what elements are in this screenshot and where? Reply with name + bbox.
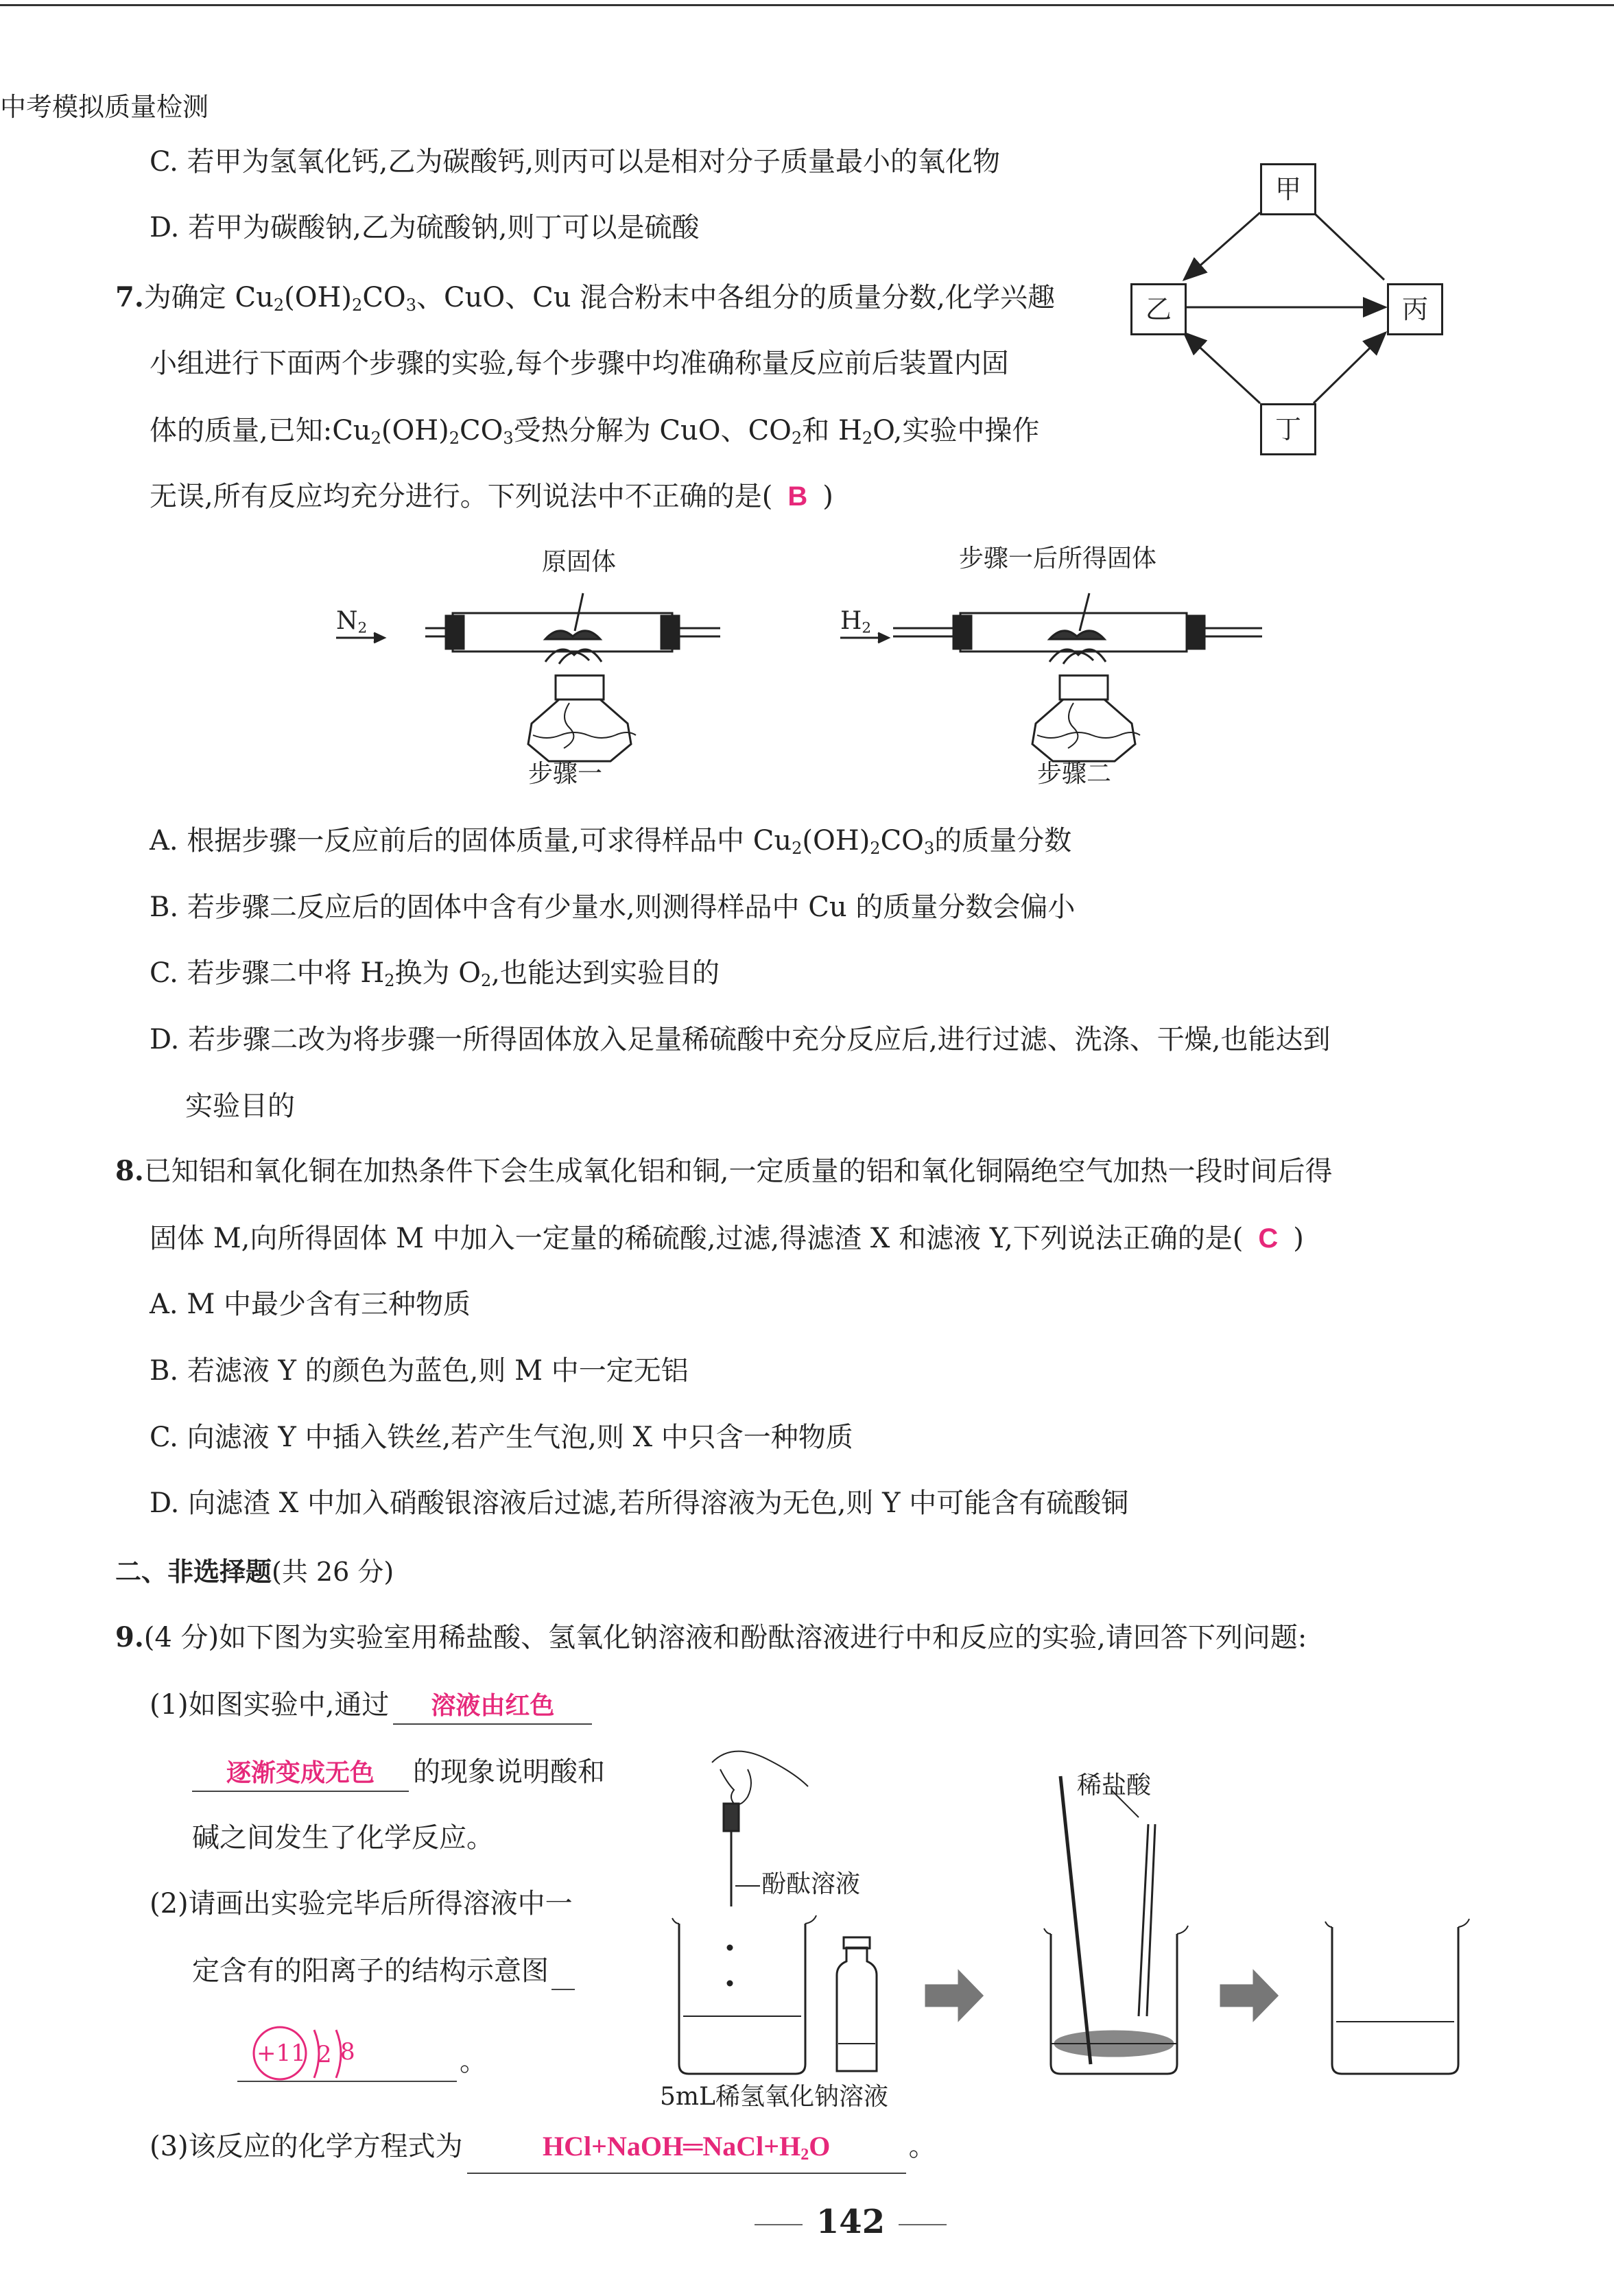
q9-part3: (3)该反应的化学方程式为 $HCl+NaOH═NaCl+H_2O$ 。: [150, 2129, 936, 2174]
q8-line1: 8.已知铝和氧化铜在加热条件下会生成氧化铝和铜,一定质量的铝和氧化铜隔绝空气加热一段时间后得: [115, 1155, 1333, 1187]
q9-part2-line1: (2)请画出实验完毕后所得溶液中一: [150, 1888, 573, 1920]
top-rule: [0, 4, 1614, 6]
q7-line2: 小组进行下面两个步骤的实验,每个步骤中均准确称量反应前后装置内固: [150, 348, 1009, 379]
apparatus-step2: [840, 593, 1262, 761]
ion-structure-diagram: [237, 2023, 487, 2092]
q7-option-d-line2: 实验目的: [185, 1090, 295, 1122]
q9-part1-line2: 逐渐变成无色 的现象说明酸和: [192, 1754, 605, 1792]
q7-line4: 无误,所有反应均充分进行。下列说法中不正确的是( B ): [150, 481, 833, 512]
fig1-label: 原固体: [542, 548, 617, 576]
q7-option-a: A. 根据步骤一反应前后的固体质量,可求得样品中 $Cu_2(OH)_2CO_3$的质量分数: [150, 825, 1072, 858]
q8-option-c: C. 向滤液 Y 中插入铁丝,若产生气泡,则 X 中只含一种物质: [150, 1422, 853, 1453]
ion-period: 。: [460, 2046, 487, 2077]
q6-option-c: C. 若甲为氢氧化钙,乙为碳酸钙,则丙可以是相对分子质量最小的氧化物: [150, 146, 1001, 178]
q9-intro: 9.(4 分)如下图为实验室用稀盐酸、氢氧化钠溶液和酚酞溶液进行中和反应的实验,请回答下列问题:: [115, 1621, 1307, 1653]
question-number: 7.: [115, 281, 144, 313]
q8-option-d: D. 向滤渣 X 中加入硝酸银溶液后过滤,若所得溶液为无色,则 Y 中可能含有硫酸铜: [150, 1487, 1129, 1519]
q8-answer: C: [1258, 1223, 1279, 1254]
fig2-gas: $H_2$: [840, 607, 872, 637]
node-bing: 丙: [1387, 283, 1443, 335]
fig1-gas: $N_2$: [336, 607, 368, 637]
header-title: 中考模拟质量检测: [0, 92, 209, 122]
q7-option-c: C. 若步骤二中将 $H_2$换为 $O_2$,也能达到实验目的: [150, 957, 720, 990]
question-number: 8.: [115, 1155, 144, 1187]
q7-line3: 体的质量,已知$:Cu_2(OH)_2CO_3$受热分解为 CuO、$CO_2$和 $H_2O$,实验中操作: [150, 415, 1040, 448]
neutralization-figure: [658, 1742, 1482, 2126]
page-number: 142: [748, 2201, 953, 2243]
q7-option-b: B. 若步骤二反应后的固体中含有少量水,则测得样品中 Cu 的质量分数会偏小: [150, 892, 1076, 923]
fig-naoh-label: 5mL稀氢氧化钠溶液: [660, 2083, 888, 2111]
q9-equation: $HCl+NaOH═NaCl+H_2O$: [467, 2129, 906, 2174]
q9-part2-line2: 定含有的阳离子的结构示意图: [192, 1953, 575, 1990]
q9-part1-line3: 碱之间发生了化学反应。: [192, 1822, 494, 1854]
node-jia: 甲: [1260, 163, 1316, 215]
q8-option-b: B. 若滤液 Y 的颜色为蓝色,则 M 中一定无铝: [150, 1355, 689, 1387]
ion-nucleus: +11: [257, 2040, 306, 2067]
q7-line1: 7.为确定 $Cu_2(OH)_2CO_3$、CuO、Cu 混合粉末中各组分的质量分数,化学兴趣: [115, 281, 1055, 315]
ion-shell2-count: 8: [340, 2038, 355, 2066]
relationship-diagram: [1125, 158, 1454, 459]
q7-option-d-line1: D. 若步骤二改为将步骤一所得固体放入足量稀硫酸中充分反应后,进行过滤、洗涤、干燥,也能达到: [150, 1024, 1331, 1055]
question-number: 9.: [115, 1621, 144, 1653]
node-ding: 丁: [1260, 403, 1316, 455]
q7-answer: B: [787, 481, 808, 512]
apparatus-step1: [336, 593, 720, 761]
fig-hcl-label: 稀盐酸: [1077, 1771, 1152, 1799]
q8-option-a: A. M 中最少含有三种物质: [150, 1289, 471, 1320]
fig1-step: 步骤一: [528, 760, 603, 788]
q9-answer-1a: 溶液由红色: [393, 1688, 592, 1725]
section-title: 二、非选择题(共 26 分): [115, 1556, 394, 1587]
q6-option-d: D. 若甲为碳酸钠,乙为硫酸钠,则丁可以是硫酸: [150, 212, 700, 243]
fig2-step: 步骤二: [1037, 760, 1112, 788]
node-yi: 乙: [1130, 283, 1187, 335]
q9-part1-line1: (1)如图实验中,通过 溶液由红色: [150, 1687, 592, 1725]
fig-phenolphthalein-label: 酚酞溶液: [761, 1870, 861, 1898]
q8-line2: 固体 M,向所得固体 M 中加入一定量的稀硫酸,过滤,得滤渣 X 和滤液 Y,下列说法正确的是( C ): [150, 1223, 1304, 1254]
q9-answer-1b: 逐渐变成无色: [192, 1755, 409, 1792]
apparatus-figure: [322, 535, 1283, 796]
fig2-label: 步骤一后所得固体: [959, 545, 1157, 573]
ion-shell1-count: 2: [317, 2041, 332, 2068]
